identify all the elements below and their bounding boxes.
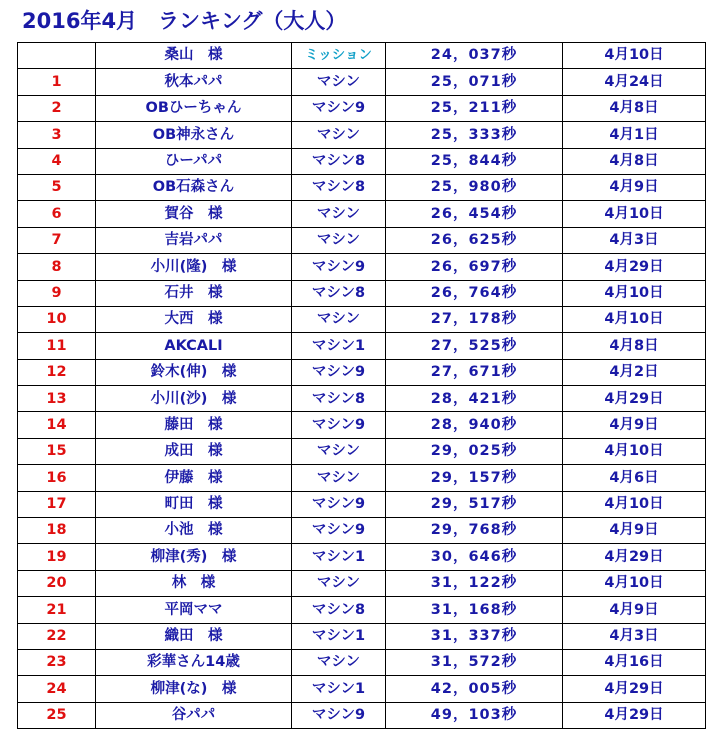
machine-cell: マシン xyxy=(292,69,386,95)
date-cell: 4月10日 xyxy=(563,438,706,464)
machine-cell: マシン8 xyxy=(292,597,386,623)
table-row xyxy=(18,702,706,728)
name-cell: OB神永さん xyxy=(96,122,292,148)
rank-cell: 7 xyxy=(18,227,96,253)
machine-cell: マシン xyxy=(292,201,386,227)
machine-cell: マシン8 xyxy=(292,386,386,412)
time-cell: 29，025秒 xyxy=(386,438,563,464)
table-row xyxy=(18,174,706,200)
table-row xyxy=(18,623,706,649)
rank-cell: 22 xyxy=(18,623,96,649)
time-cell: 26，764秒 xyxy=(386,280,563,306)
table-row xyxy=(18,465,706,491)
time-cell: 26，625秒 xyxy=(386,227,563,253)
date-cell: 4月24日 xyxy=(563,69,706,95)
machine-cell: マシン1 xyxy=(292,623,386,649)
date-cell: 4月29日 xyxy=(563,254,706,280)
rank-cell: 16 xyxy=(18,465,96,491)
machine-cell: マシン9 xyxy=(292,412,386,438)
date-cell: 4月2日 xyxy=(563,359,706,385)
time-cell: 42，005秒 xyxy=(386,676,563,702)
table-row xyxy=(18,544,706,570)
name-cell: 谷パパ xyxy=(96,702,292,728)
rank-cell: 2 xyxy=(18,95,96,121)
machine-cell: マシン8 xyxy=(292,280,386,306)
date-cell: 4月10日 xyxy=(563,43,706,69)
time-cell: 28，421秒 xyxy=(386,386,563,412)
machine-cell: マシン xyxy=(292,122,386,148)
date-cell: 4月8日 xyxy=(563,333,706,359)
machine-cell: マシン xyxy=(292,227,386,253)
name-cell: 町田 様 xyxy=(96,491,292,517)
ranking-table-body xyxy=(18,43,706,729)
machine-cell: マシン1 xyxy=(292,676,386,702)
machine-cell: マシン1 xyxy=(292,544,386,570)
time-cell: 27，178秒 xyxy=(386,306,563,332)
name-cell: 吉岩パパ xyxy=(96,227,292,253)
time-cell: 25，980秒 xyxy=(386,174,563,200)
rank-cell: 8 xyxy=(18,254,96,280)
date-cell: 4月10日 xyxy=(563,491,706,517)
name-cell: 賀谷 様 xyxy=(96,201,292,227)
time-cell: 29，517秒 xyxy=(386,491,563,517)
table-row xyxy=(18,280,706,306)
machine-cell: マシン8 xyxy=(292,174,386,200)
date-cell: 4月10日 xyxy=(563,306,706,332)
table-row xyxy=(18,438,706,464)
machine-cell: マシン1 xyxy=(292,333,386,359)
time-cell: 31，572秒 xyxy=(386,649,563,675)
name-cell: 秋本パパ xyxy=(96,69,292,95)
name-cell: 小池 様 xyxy=(96,518,292,544)
table-row xyxy=(18,95,706,121)
table-row xyxy=(18,69,706,95)
date-cell: 4月3日 xyxy=(563,623,706,649)
time-cell: 29，157秒 xyxy=(386,465,563,491)
rank-cell: 17 xyxy=(18,491,96,517)
name-cell: AKCALI xyxy=(96,333,292,359)
date-cell: 4月9日 xyxy=(563,518,706,544)
table-row xyxy=(18,306,706,332)
time-cell: 30，646秒 xyxy=(386,544,563,570)
time-cell: 25，211秒 xyxy=(386,95,563,121)
table-row xyxy=(18,148,706,174)
table-row xyxy=(18,412,706,438)
machine-cell: マシン xyxy=(292,306,386,332)
time-cell: 27，525秒 xyxy=(386,333,563,359)
table-row xyxy=(18,570,706,596)
time-cell: 25，844秒 xyxy=(386,148,563,174)
name-cell: 小川(沙) 様 xyxy=(96,386,292,412)
time-cell: 31，337秒 xyxy=(386,623,563,649)
time-cell: 31，122秒 xyxy=(386,570,563,596)
name-cell: 平岡ママ xyxy=(96,597,292,623)
rank-cell: 23 xyxy=(18,649,96,675)
date-cell: 4月1日 xyxy=(563,122,706,148)
table-row xyxy=(18,386,706,412)
table-row xyxy=(18,254,706,280)
name-cell: 大西 様 xyxy=(96,306,292,332)
table-row xyxy=(18,122,706,148)
table-row xyxy=(18,676,706,702)
date-cell: 4月9日 xyxy=(563,174,706,200)
machine-cell: マシン8 xyxy=(292,148,386,174)
name-cell: 彩華さん14歳 xyxy=(96,649,292,675)
rank-cell: 20 xyxy=(18,570,96,596)
name-cell: OB石森さん xyxy=(96,174,292,200)
rank-cell: 21 xyxy=(18,597,96,623)
date-cell: 4月10日 xyxy=(563,280,706,306)
machine-cell: マシン xyxy=(292,438,386,464)
table-row xyxy=(18,518,706,544)
name-cell: 藤田 様 xyxy=(96,412,292,438)
name-cell: 柳津(秀) 様 xyxy=(96,544,292,570)
name-cell: 小川(隆) 様 xyxy=(96,254,292,280)
time-cell: 29，768秒 xyxy=(386,518,563,544)
rank-cell: 11 xyxy=(18,333,96,359)
table-row xyxy=(18,597,706,623)
rank-cell: 1 xyxy=(18,69,96,95)
name-cell: 石井 様 xyxy=(96,280,292,306)
name-cell: 鈴木(伸) 様 xyxy=(96,359,292,385)
rank-cell: 19 xyxy=(18,544,96,570)
date-cell: 4月29日 xyxy=(563,676,706,702)
date-cell: 4月29日 xyxy=(563,702,706,728)
page-title: 2016年4月 ランキング（大人） xyxy=(22,9,347,33)
time-cell: 25，333秒 xyxy=(386,122,563,148)
rank-cell: 15 xyxy=(18,438,96,464)
machine-cell: マシン9 xyxy=(292,702,386,728)
table-row xyxy=(18,491,706,517)
time-cell: 27，671秒 xyxy=(386,359,563,385)
rank-cell: 14 xyxy=(18,412,96,438)
table-row xyxy=(18,333,706,359)
rank-cell: 9 xyxy=(18,280,96,306)
machine-cell: マシン9 xyxy=(292,359,386,385)
date-cell: 4月9日 xyxy=(563,597,706,623)
machine-cell: マシン xyxy=(292,465,386,491)
rank-cell: 6 xyxy=(18,201,96,227)
rank-cell: 18 xyxy=(18,518,96,544)
date-cell: 4月10日 xyxy=(563,201,706,227)
machine-cell: マシン9 xyxy=(292,518,386,544)
date-cell: 4月10日 xyxy=(563,570,706,596)
rank-cell xyxy=(18,43,96,69)
machine-cell: マシン9 xyxy=(292,95,386,121)
table-row xyxy=(18,649,706,675)
date-cell: 4月8日 xyxy=(563,148,706,174)
date-cell: 4月6日 xyxy=(563,465,706,491)
rank-cell: 5 xyxy=(18,174,96,200)
time-cell: 31，168秒 xyxy=(386,597,563,623)
rank-cell: 10 xyxy=(18,306,96,332)
date-cell: 4月16日 xyxy=(563,649,706,675)
name-cell: 柳津(な) 様 xyxy=(96,676,292,702)
name-cell: 織田 様 xyxy=(96,623,292,649)
machine-cell: ミッション xyxy=(292,43,386,69)
name-cell: OBひーちゃん xyxy=(96,95,292,121)
time-cell: 26，454秒 xyxy=(386,201,563,227)
table-row xyxy=(18,359,706,385)
rank-cell: 25 xyxy=(18,702,96,728)
date-cell: 4月3日 xyxy=(563,227,706,253)
rank-cell: 4 xyxy=(18,148,96,174)
time-cell: 25，071秒 xyxy=(386,69,563,95)
ranking-table xyxy=(17,42,706,729)
machine-cell: マシン xyxy=(292,649,386,675)
time-cell: 28，940秒 xyxy=(386,412,563,438)
machine-cell: マシン9 xyxy=(292,491,386,517)
rank-cell: 12 xyxy=(18,359,96,385)
table-row xyxy=(18,201,706,227)
time-cell: 24，037秒 xyxy=(386,43,563,69)
time-cell: 26，697秒 xyxy=(386,254,563,280)
rank-cell: 24 xyxy=(18,676,96,702)
machine-cell: マシン9 xyxy=(292,254,386,280)
date-cell: 4月29日 xyxy=(563,544,706,570)
rank-cell: 13 xyxy=(18,386,96,412)
name-cell: 伊藤 様 xyxy=(96,465,292,491)
name-cell: 桑山 様 xyxy=(96,43,292,69)
table-row-top xyxy=(18,43,706,69)
date-cell: 4月9日 xyxy=(563,412,706,438)
time-cell: 49，103秒 xyxy=(386,702,563,728)
date-cell: 4月8日 xyxy=(563,95,706,121)
rank-cell: 3 xyxy=(18,122,96,148)
name-cell: 林 様 xyxy=(96,570,292,596)
date-cell: 4月29日 xyxy=(563,386,706,412)
table-row xyxy=(18,227,706,253)
name-cell: ひーパパ xyxy=(96,148,292,174)
name-cell: 成田 様 xyxy=(96,438,292,464)
machine-cell: マシン xyxy=(292,570,386,596)
